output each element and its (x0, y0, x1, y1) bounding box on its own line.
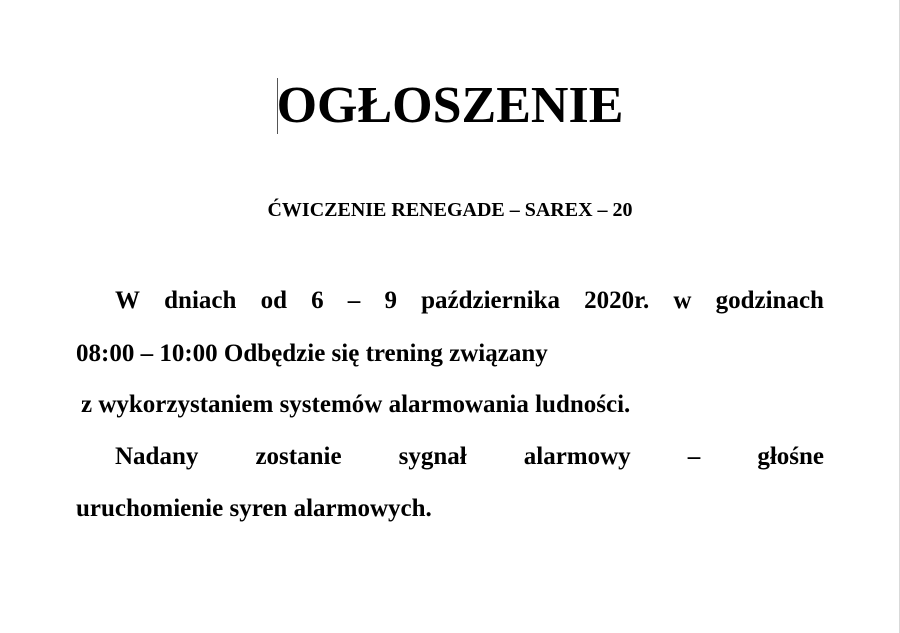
exercise-subtitle: ĆWICZENIE RENEGADE – SAREX – 20 (267, 199, 633, 221)
announcement-title: OGŁOSZENIE (276, 77, 624, 134)
paragraph1-line1 (115, 285, 824, 317)
word: dniach (164, 287, 237, 314)
paragraph2-line1 (115, 441, 824, 473)
word: – (347, 287, 361, 314)
word: października (421, 287, 561, 314)
word: W (115, 287, 140, 314)
paragraph1-line3: z wykorzystaniem systemów alarmowania ludności. (81, 391, 631, 418)
word: godzinach (715, 287, 824, 314)
word: głośne (757, 443, 824, 470)
word: zostanie (255, 443, 342, 470)
word: w (673, 287, 692, 314)
paragraph2-line2: uruchomienie syren alarmowych. (76, 495, 432, 522)
word: sygnał (398, 443, 467, 470)
word: 2020r. (584, 287, 650, 314)
word: 6 (311, 287, 324, 314)
word: Nadany (115, 443, 199, 470)
word: – (687, 443, 701, 470)
word: alarmowy (523, 443, 631, 470)
word: 9 (384, 287, 397, 314)
word: od (260, 287, 287, 314)
paragraph1-line2: 08:00 – 10:00 Odbędzie się trening związany (76, 340, 548, 367)
